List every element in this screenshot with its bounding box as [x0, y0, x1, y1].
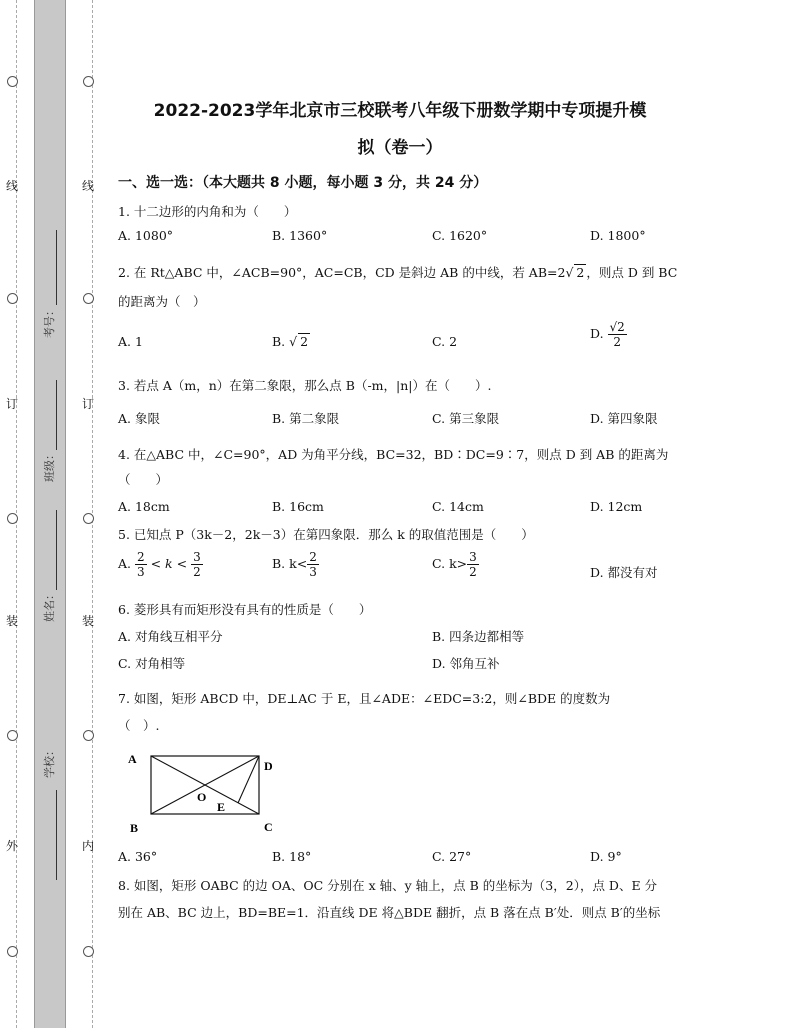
numerator: √2: [609, 320, 625, 334]
binding-hole: [7, 76, 18, 87]
question-6-stem: 6. 菱形具有而矩形没有具有的性质是（ ）: [118, 602, 372, 617]
rectangle-abcd-figure: [120, 748, 290, 838]
q2-d-prefix: D.: [590, 326, 608, 341]
q4-option-d: D. 12cm: [590, 499, 643, 514]
numerator: 3: [469, 550, 477, 564]
exam-number-label: 考号：: [43, 305, 56, 338]
q2-radicand: 2: [576, 265, 585, 280]
margin-char-xian-inner: 线: [81, 179, 94, 193]
binding-strip: [34, 0, 66, 1028]
question-8-stem-line1: 8. 如图，矩形 OABC 的边 OA、OC 分别在 x 轴、y 轴上，点 B 的坐标为（3，2），点 D、E 分: [118, 878, 658, 893]
exam-number-line: [56, 230, 57, 305]
q1-option-a: A. 1080°: [118, 228, 174, 243]
label-o: O: [197, 790, 207, 804]
question-1-stem: 1. 十二边形的内角和为（ ）: [118, 204, 297, 219]
margin-char-xian: 线: [5, 179, 18, 193]
q5-option-d: D. 都没有对: [590, 565, 658, 580]
label-e: E: [217, 800, 226, 814]
margin-char-wai: 外: [5, 839, 18, 853]
q5-a-fraction-2: [191, 550, 203, 579]
q5-option-a: [118, 550, 203, 579]
q1-option-d: D. 1800°: [590, 228, 646, 243]
q6-option-b: B. 四条边都相等: [432, 629, 525, 644]
q1-option-c: C. 1620°: [432, 228, 488, 243]
q5-option-c: [432, 550, 479, 579]
q1-option-b: B. 1360°: [272, 228, 328, 243]
q6-option-d: D. 邻角互补: [432, 656, 500, 671]
q2-b-radicand: 2: [300, 334, 309, 349]
name-line: [56, 510, 57, 590]
q3-option-a: A. 象限: [118, 411, 160, 426]
q2-stem-tail: ，则点 D 到 BC: [586, 265, 678, 280]
sqrt-symbol: √: [289, 334, 298, 349]
segment-de: [238, 756, 259, 803]
school-line: [56, 790, 57, 880]
q2-option-c: C. 2: [432, 334, 458, 349]
q4-option-c: C. 14cm: [432, 499, 484, 514]
q5-b-fraction: [307, 550, 319, 579]
label-a: A: [128, 752, 137, 766]
binding-hole: [7, 946, 18, 957]
q2-stem-text: 2. 在 Rt△ABC 中，∠ACB=90°，AC=CB，CD 是斜边 AB 的中线，若 AB=2: [118, 265, 566, 280]
question-2-stem-line1: [118, 263, 677, 281]
denominator: 2: [193, 565, 201, 579]
question-4-stem-line1: 4. 在△ABC 中，∠C=90°，AD 为角平分线，BC=32，BD∶DC=9∶7，则点 D 到 AB 的距离为: [118, 447, 669, 462]
question-8-stem-line2: 别在 AB、BC 边上，BD=BE=1．沿直线 DE 将△BDE 翻折，点 B 落在点 B′处．则点 B′的坐标: [118, 905, 661, 920]
page-title-line1: 2022-2023学年北京市三校联考八年级下册数学期中专项提升模: [153, 101, 647, 121]
margin-char-nei-inner: 内: [81, 839, 94, 853]
q5-a-prefix: A.: [118, 556, 132, 571]
q7-option-c: C. 27°: [432, 849, 472, 864]
question-3-stem: 3. 若点 A（m，n）在第二象限，那么点 B（-m，|n|）在（ ）.: [118, 378, 492, 393]
q3-option-d: D. 第四象限: [590, 411, 658, 426]
school-label: 学校：: [43, 745, 56, 778]
page-title-line2: 拟（卷一）: [357, 138, 443, 158]
binding-hole: [83, 946, 94, 957]
section-heading: 一、选一选：（本大题共 8 小题，每小题 3 分，共 24 分）: [118, 175, 488, 191]
margin-char-zhuang-inner: 装: [81, 614, 94, 628]
numerator: 3: [193, 550, 201, 564]
sqrt-symbol: √: [565, 265, 574, 280]
binding-hole: [83, 730, 94, 741]
q2-b-prefix: B.: [272, 334, 290, 349]
label-b: B: [130, 821, 139, 835]
question-5-stem: 5. 已知点 P（3k－2，2k－3）在第四象限．那么 k 的取值范围是（ ）: [118, 527, 534, 542]
class-line: [56, 380, 57, 450]
question-7-stem-line2: （ ）.: [118, 718, 160, 733]
denominator: 2: [613, 335, 621, 349]
q2-option-b: [272, 334, 310, 349]
q5-a-inequality: < k <: [146, 556, 192, 571]
numerator: 2: [309, 550, 317, 564]
q3-option-b: B. 第二象限: [272, 411, 340, 426]
denominator: 2: [469, 565, 477, 579]
q5-c-prefix: C. k>: [432, 556, 468, 571]
q6-option-a: A. 对角线互相平分: [118, 629, 223, 644]
class-label: 班级：: [43, 449, 56, 482]
margin-char-ding: 订: [5, 397, 18, 411]
question-4-stem-line2: （ ）: [118, 472, 169, 487]
margin-char-zhuang: 装: [5, 614, 18, 628]
q2-option-d: [590, 320, 627, 349]
q5-b-prefix: B. k<: [272, 556, 308, 571]
q5-option-b: [272, 550, 319, 579]
q7-option-b: B. 18°: [272, 849, 312, 864]
denominator: 3: [137, 565, 145, 579]
q3-option-c: C. 第三象限: [432, 411, 500, 426]
q2-d-fraction: [608, 320, 627, 349]
q7-option-a: A. 36°: [118, 849, 158, 864]
q5-a-fraction-1: [135, 550, 147, 579]
margin-char-ding-inner: 订: [81, 397, 94, 411]
label-c: C: [264, 820, 273, 834]
binding-hole: [83, 513, 94, 524]
binding-hole: [83, 76, 94, 87]
q5-c-fraction: [467, 550, 479, 579]
binding-hole: [83, 293, 94, 304]
q4-option-b: B. 16cm: [272, 499, 324, 514]
q7-option-d: D. 9°: [590, 849, 622, 864]
question-2-stem-line2: 的距离为（ ）: [118, 294, 206, 309]
q6-option-c: C. 对角相等: [118, 656, 186, 671]
denominator: 3: [309, 565, 317, 579]
numerator: 2: [137, 550, 145, 564]
binding-hole: [7, 513, 18, 524]
binding-hole: [7, 293, 18, 304]
label-d: D: [264, 759, 273, 773]
binding-hole: [7, 730, 18, 741]
name-label: 姓名：: [43, 589, 56, 622]
q2-option-a: A. 1: [118, 334, 143, 349]
question-7-stem-line1: 7. 如图，矩形 ABCD 中，DE⊥AC 于 E，且∠ADE：∠EDC=3:2，则∠BDE 的度数为: [118, 691, 611, 706]
q4-option-a: A. 18cm: [118, 499, 170, 514]
